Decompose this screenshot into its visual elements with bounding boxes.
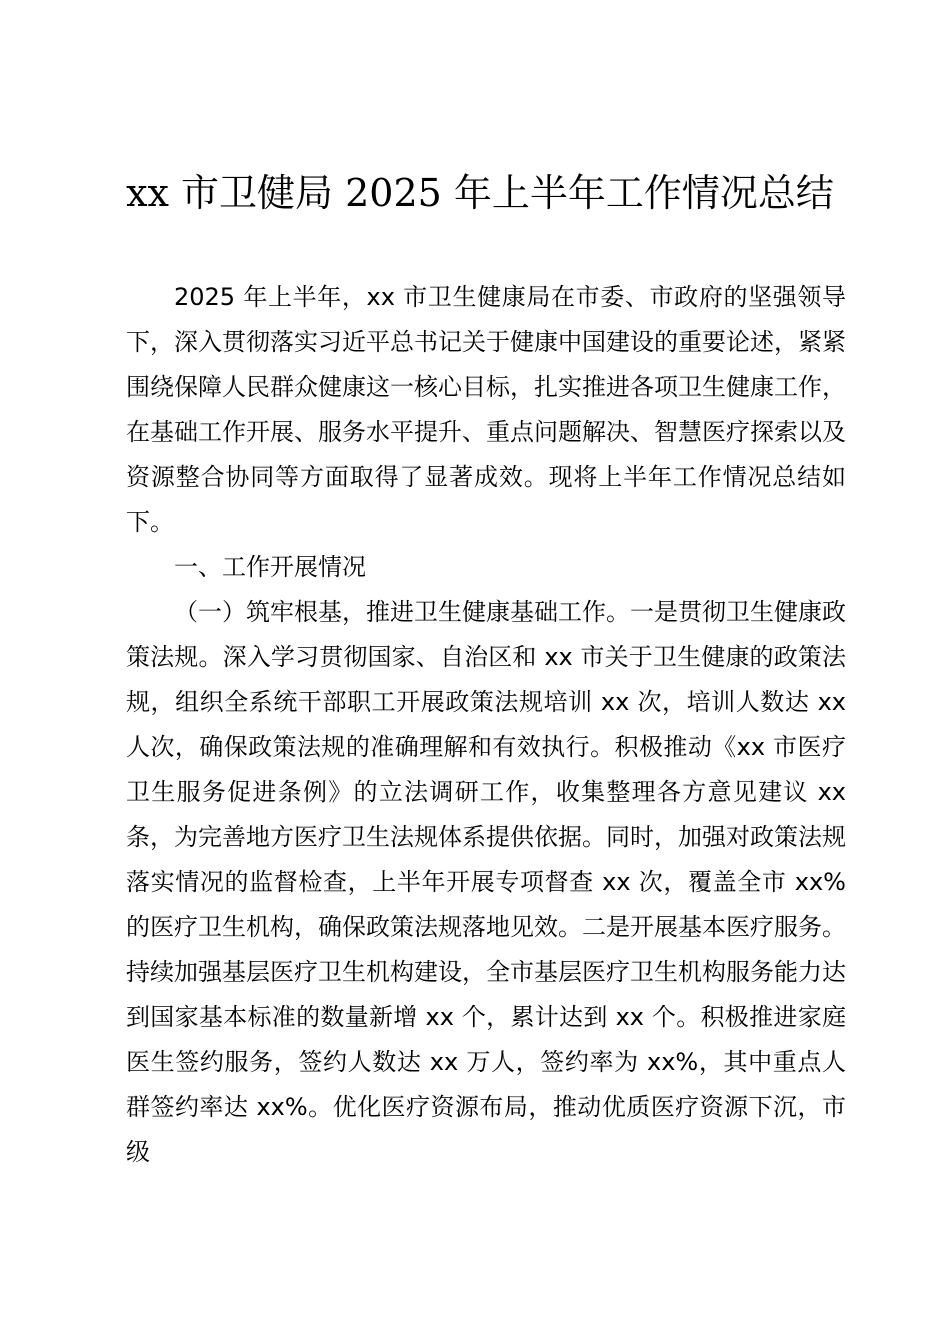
intro-paragraph: 2025 年上半年，xx 市卫生健康局在市委、市政府的坚强领导下，深入贯彻落实习近平总书记关于健康中国建设的重要论述，紧紧围绕保障人民群众健康这一核心目标，扎实推进各项卫生健康工作，在基础工作开展、服务水平提升、重点问题解决、智慧医疗探索以及资源整合协同等方面取得了显著成效。现将上半年工作情况总结如下。: [126, 283, 846, 536]
document-title: xx 市卫健局 2025 年上半年工作情况总结: [126, 171, 834, 215]
section-heading: 一、工作开展情况: [174, 553, 366, 581]
document-body: [126, 275, 846, 1175]
subsection-paragraph: （一）筑牢根基，推进卫生健康基础工作。一是贯彻卫生健康政策法规。深入学习贯彻国家、自治区和 xx 市关于卫生健康的政策法规，组织全系统干部职工开展政策法规培训 xx 次，培训人数达 xx 人次，确保政策法规的准确理解和有效执行。积极推动《xx 市医疗卫生服务促进条例》的立法调研工作，收集整理各方意见建议 xx 条，为完善地方医疗卫生法规体系提供依据。同时，加强对政策法规落实情况的监督检查，上半年开展专项督查 xx 次，覆盖全市 xx%的医疗卫生机构，确保政策法规落地见效。二是开展基本医疗服务。持续加强基层医疗卫生机构建设，全市基层医疗卫生机构服务能力达到国家基本标准的数量新增 xx 个，累计达到 xx 个。积极推进家庭医生签约服务，签约人数达 xx 万人，签约率为 xx%，其中重点人群签约率达 xx%。优化医疗资源布局，推动优质医疗资源下沉，市级: [126, 598, 846, 1166]
